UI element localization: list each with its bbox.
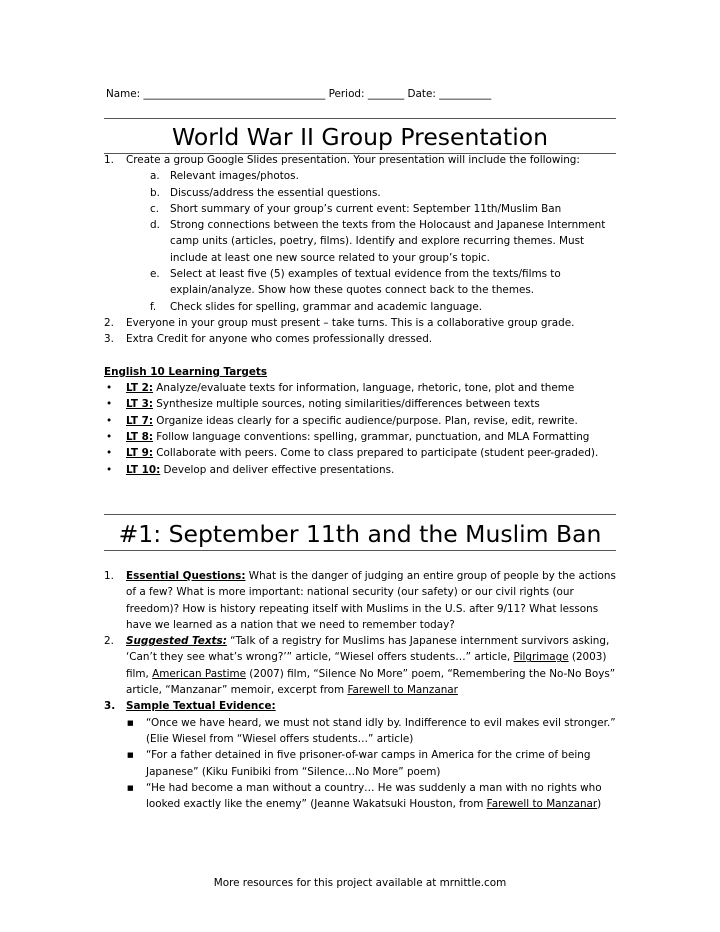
evidence-item (126, 747, 618, 780)
sub-item-label: a. (150, 170, 160, 183)
sub-item (150, 299, 618, 315)
target-text: Develop and deliver effective presentations. (160, 463, 395, 476)
item-text: Everyone in your group must present – take turns. This is a collaborative group grade. (126, 316, 575, 329)
evidence-text: “For a father detained in five prisoner-of-war camps in America for the crime of being Japanese” (Kiku Funibiki from “Silence…No More” poem) (146, 749, 591, 778)
name-blank[interactable]: ___________________________________ (143, 88, 326, 100)
target-code: LT 9: (126, 447, 153, 460)
name-label: Name: (106, 88, 141, 100)
sub-item-text: Check slides for spelling, grammar and academic language. (170, 300, 483, 313)
instructions-list (104, 152, 618, 478)
sub-item-text: Short summary of your group’s current event: September 11th/Muslim Ban (170, 202, 562, 215)
bullet-icon: • (106, 414, 113, 427)
target-text: Analyze/evaluate texts for information, language, rhetoric, tone, plot and theme (153, 382, 575, 395)
evidence-text: “He had become a man without a country… He was suddenly a man with no rights who looked exactly like the enemy” (Jeanne Wakatsuki Houston, from (146, 781, 602, 811)
target-item (104, 413, 618, 429)
sub-item-label: c. (150, 202, 160, 215)
sub-item (150, 201, 618, 217)
target-code: LT 10: (126, 463, 161, 476)
spacer (104, 348, 618, 364)
sub-item-label: b. (150, 186, 160, 199)
sub-item (150, 266, 618, 299)
target-text: Synthesize multiple sources, noting similarities/differences between texts (153, 398, 540, 411)
st-text: (2003) film, (126, 651, 607, 680)
target-item (104, 462, 618, 478)
item-number: 3. (104, 700, 116, 713)
header-line (106, 86, 626, 102)
bullet-icon: • (106, 463, 113, 476)
target-code: LT 3: (126, 398, 153, 411)
list-item (104, 152, 618, 168)
target-text: Organize ideas clearly for a specific audience/purpose. Plan, revise, edit, rewrite. (153, 414, 578, 427)
sub-item-text: Discuss/address the essential questions. (170, 186, 381, 199)
date-label: Date: (407, 88, 436, 100)
target-code: LT 2: (126, 382, 153, 395)
item-number: 2. (104, 635, 114, 648)
item-number: 1. (104, 570, 114, 582)
st-text: (2007) film, “Silence No More” poem, “Remembering the No-No Boys” article, “Manzanar” memoir, excerpt from (126, 667, 616, 697)
target-text: Follow language conventions: spelling, grammar, punctuation, and MLA Formatting (153, 431, 590, 444)
evidence-item (126, 715, 618, 748)
item-text: Create a group Google Slides presentation. Your presentation will include the following: (126, 154, 580, 166)
title-farewell: Farewell to Manzanar (486, 798, 598, 811)
target-item (104, 396, 618, 412)
target-code: LT 8: (126, 431, 153, 444)
evidence-item (126, 780, 618, 813)
suggested-texts (104, 633, 618, 698)
square-bullet-icon: ■ (127, 783, 134, 792)
target-item (104, 429, 618, 445)
target-code: LT 7: (126, 414, 153, 427)
square-bullet-icon: ■ (127, 718, 134, 727)
sub-item-text: Strong connections between the texts from the Holocaust and Japanese Internment camp units (articles, poetry, films). Identify and explore recurring themes. Must include at least one new source related to your group’s topic. (170, 219, 606, 264)
ev-label: Sample Textual Evidence: (126, 700, 276, 713)
st-text: “Talk of a registry for Muslims has Japanese internment survivors asking, ‘Can’t they see what’s wrong?’” article, “Wiesel offers students…” article, (126, 635, 610, 664)
muslim-ban-list (104, 568, 618, 812)
list-item (104, 331, 618, 347)
bullet-icon: • (106, 398, 113, 411)
divider (104, 118, 616, 119)
eq-label: Essential Questions: (126, 570, 246, 582)
section1-title: World War II Group Presentation (171, 123, 548, 151)
divider (104, 550, 616, 551)
date-blank[interactable]: __________ (439, 88, 492, 100)
divider (104, 514, 616, 515)
item-number: 2. (104, 316, 114, 329)
section2-title: #1: September 11th and the Muslim Ban (118, 520, 602, 548)
eq-text: What is the danger of judging an entire group of people by the actions of a few? What is more important: national security (our safety) or our civil rights (our freedom)? How is history repeating itself with Muslims in the U.S. after 9/11? What lessons have we learned as a nation that we need to remember today? (126, 570, 616, 631)
textual-evidence (104, 698, 618, 714)
sub-item-label: e. (150, 268, 160, 281)
st-label: Suggested Texts: (126, 635, 227, 648)
target-text: Collaborate with peers. Come to class prepared to participate (student peer-graded). (153, 447, 599, 460)
bullet-icon: • (106, 382, 113, 395)
period-blank[interactable]: _______ (367, 88, 405, 100)
evidence-end: ) (597, 798, 602, 811)
square-bullet-icon: ■ (127, 751, 134, 760)
bullet-icon: • (106, 447, 113, 460)
target-item (104, 445, 618, 461)
sub-item (150, 217, 618, 266)
essential-questions (104, 568, 618, 633)
title-farewell: Farewell to Manzanar (347, 684, 458, 697)
sub-item-text: Relevant images/photos. (170, 170, 299, 183)
footer-text: More resources for this project available at mrnittle.com (213, 877, 507, 889)
sub-item-text: Select at least five (5) examples of textual evidence from the texts/films to explain/analyze. Show how these quotes connect back to the themes. (170, 268, 561, 297)
sub-item (150, 185, 618, 201)
bullet-icon: • (106, 431, 113, 444)
item-number: 1. (104, 154, 114, 166)
sub-item (150, 168, 618, 184)
evidence-text: “Once we have heard, we must not stand idly by. Indifference to evil makes evil stronger.” (Elie Wiesel from “Wiesel offers students…” article) (146, 716, 616, 745)
title-pilgrimage: Pilgrimage (513, 651, 569, 664)
item-text: Extra Credit for anyone who comes professionally dressed. (126, 333, 433, 346)
sub-item-label: f. (150, 300, 157, 313)
item-number: 3. (104, 333, 114, 346)
title-american-pastime: American Pastime (152, 667, 246, 680)
period-label: Period: (328, 88, 365, 100)
list-item (104, 315, 618, 331)
sub-item-label: d. (150, 219, 160, 232)
target-item (104, 380, 618, 396)
targets-heading: English 10 Learning Targets (104, 365, 268, 378)
